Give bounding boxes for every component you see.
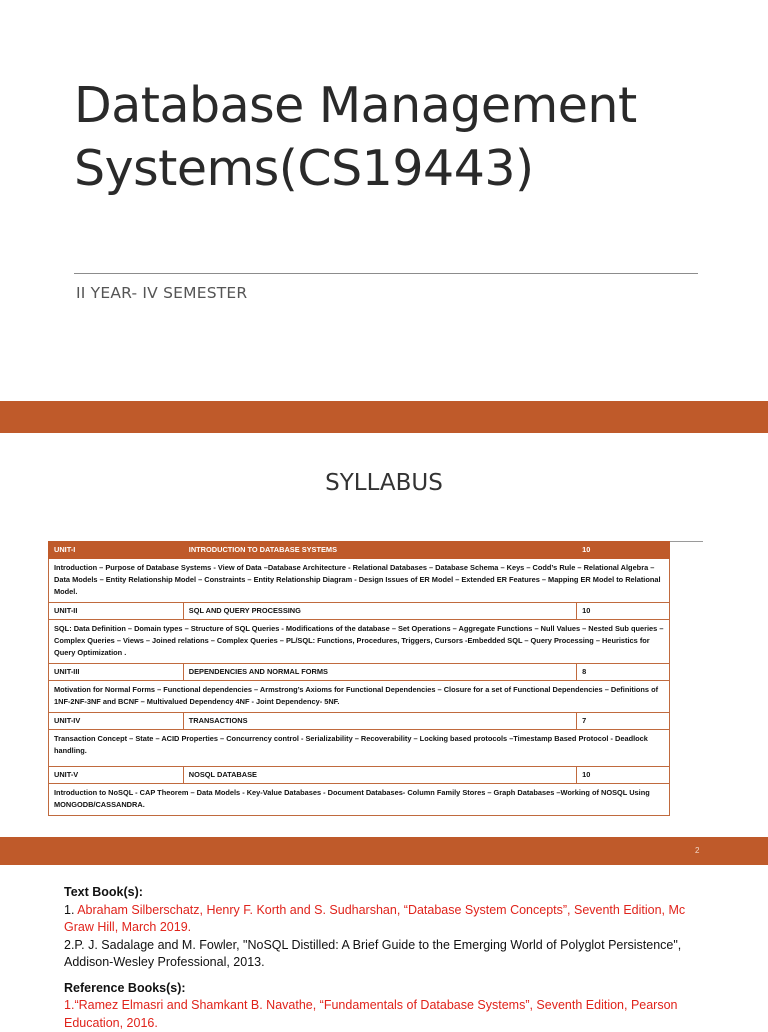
reference-book-number: 1.: [64, 998, 75, 1012]
unit-content: Introduction to NoSQL - CAP Theorem – Data Models - Key-Value Databases - Document Databases- Column Family Stores – Graph Databases –Working of NOSQL Using MONGODB/CASSANDRA.: [49, 784, 670, 816]
table-header-line: [670, 541, 703, 542]
spacer: [64, 972, 704, 980]
reference-book-item: [64, 997, 704, 1032]
slide-footer-bar: [0, 837, 768, 865]
reference-book-citation: “Ramez Elmasri and Shamkant B. Navathe, “Fundamentals of Database Systems”, Seventh Edition, Pearson Education, 2016.: [64, 998, 678, 1030]
unit-title: NOSQL DATABASE: [183, 767, 576, 784]
unit-title: SQL AND QUERY PROCESSING: [183, 603, 576, 620]
unit-label: UNIT-II: [49, 603, 184, 620]
unit-row: [49, 713, 670, 730]
unit-content-row: [49, 681, 670, 713]
unit-content: Motivation for Normal Forms – Functional dependencies – Armstrong’s Axioms for Functional Dependencies – Closure for a set of Functional Dependencies – Definitions of 1NF-2NF-3NF and BCNF – Multivalued Dependency 4NF - Joint Dependency- 5NF.: [49, 681, 670, 713]
unit-label: UNIT-IV: [49, 713, 184, 730]
text-book-item: 2.P. J. Sadalage and M. Fowler, "NoSQL Distilled: A Brief Guide to the Emerging World of Polyglot Persistence", Addison-Wesley Professional, 2013.: [64, 937, 682, 969]
title-line-1: Database Management: [74, 77, 637, 134]
page-number: 2: [695, 846, 700, 855]
unit-hours: 10: [577, 542, 670, 559]
unit-hours: 10: [577, 767, 670, 784]
unit-row: [49, 542, 670, 559]
unit-content-row: [49, 620, 670, 664]
reference-books-heading: Reference Books(s):: [64, 980, 186, 995]
unit-title: DEPENDENCIES AND NORMAL FORMS: [183, 664, 576, 681]
unit-hours: 8: [577, 664, 670, 681]
unit-title: INTRODUCTION TO DATABASE SYSTEMS: [183, 542, 576, 559]
slide-footer-bar: [0, 401, 768, 433]
books-section: [64, 884, 704, 1032]
syllabus-table: [48, 541, 670, 816]
unit-content: Transaction Concept – State – ACID Properties – Concurrency control - Serializability – Recoverability – Locking based protocols –Timestamp Based Protocol - Deadlock handling.: [49, 730, 670, 767]
title-line-2: Systems(CS19443): [74, 140, 534, 197]
unit-label: UNIT-V: [49, 767, 184, 784]
unit-content-row: [49, 730, 670, 767]
unit-row: [49, 603, 670, 620]
unit-label: UNIT-I: [49, 542, 184, 559]
unit-hours: 10: [577, 603, 670, 620]
unit-content-row: [49, 559, 670, 603]
text-books-heading: Text Book(s):: [64, 885, 143, 899]
unit-label: UNIT-III: [49, 664, 184, 681]
page-title: [74, 74, 734, 200]
unit-content: Introduction – Purpose of Database Systems - View of Data –Database Architecture - Relational Databases – Database Schema – Keys – Codd’s Rule – Relational Algebra – Data Models – Entity Relationship Model – Constraints – Entity Relationship Diagram - Design Issues of ER Model – Extended ER Features – Mapping ER Model to Relational Model.: [49, 559, 670, 603]
subtitle: II YEAR- IV SEMESTER: [76, 284, 248, 302]
unit-row: [49, 767, 670, 784]
unit-content-row: [49, 784, 670, 816]
text-book-number: 1.: [64, 902, 78, 917]
unit-title: TRANSACTIONS: [183, 713, 576, 730]
title-divider: [74, 273, 698, 274]
text-book-item: [64, 902, 704, 937]
syllabus-heading: SYLLABUS: [325, 470, 443, 496]
unit-content: SQL: Data Definition – Domain types – Structure of SQL Queries - Modifications of the database – Set Operations – Aggregate Functions – Null Values – Nested Sub queries – Complex Queries – Views – Joined relations – Complex Queries – PL/SQL: Functions, Procedures, Triggers, Cursors -Embedded SQL – Query Processing – Heuristics for Query Optimization .: [49, 620, 670, 664]
unit-row: [49, 664, 670, 681]
text-book-citation: Abraham Silberschatz, Henry F. Korth and S. Sudharshan, “Database System Concepts”, Seventh Edition, Mc Graw Hill, March 2019.: [64, 902, 686, 934]
unit-hours: 7: [577, 713, 670, 730]
